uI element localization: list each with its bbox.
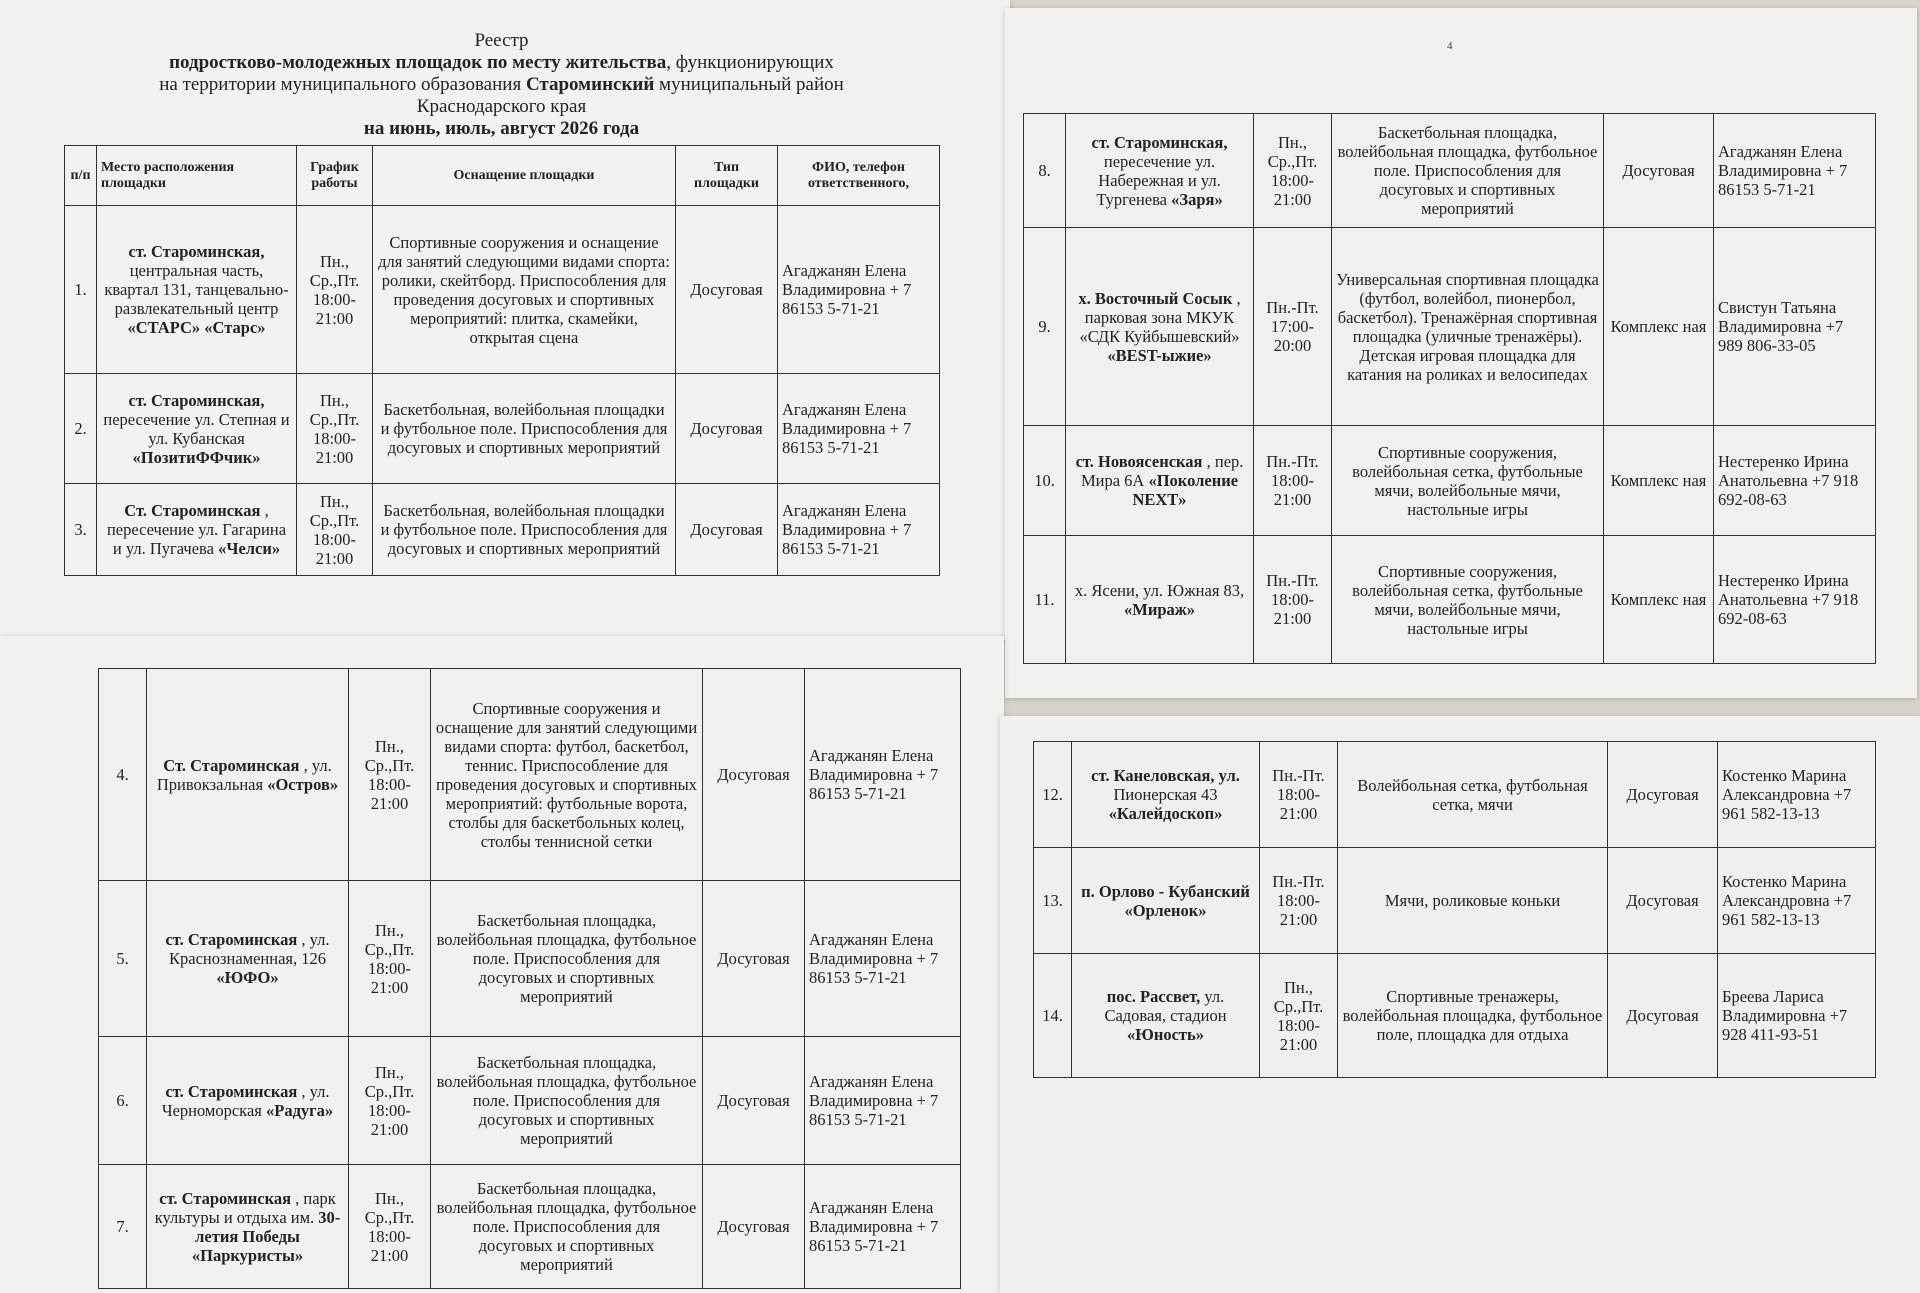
type-cell: Досуговая bbox=[703, 881, 805, 1037]
header-contact: ФИО, телефон ответственного, bbox=[778, 146, 940, 206]
table-row bbox=[1034, 742, 1876, 848]
type-cell: Комплекс ная bbox=[1604, 228, 1714, 426]
schedule-cell: Пн., Ср.,Пт. 18:00-21:00 bbox=[1254, 114, 1332, 228]
place-cell bbox=[1066, 426, 1254, 536]
row-number: 11. bbox=[1024, 536, 1066, 664]
schedule-cell: Пн., Ср.,Пт. 18:00-21:00 bbox=[1260, 954, 1338, 1078]
equipment-cell: Волейбольная сетка, футбольная сетка, мячи bbox=[1338, 742, 1608, 848]
contact-cell: Агаджанян Елена Владимировна + 7 86153 5-71-21 bbox=[778, 484, 940, 576]
schedule-cell: Пн.-Пт. 18:00-21:00 bbox=[1254, 426, 1332, 536]
type-cell: Досуговая bbox=[703, 1165, 805, 1289]
equipment-cell: Спортивные сооружения и оснащение для занятий следующими видами спорта: ролики, скейтборд. Приспособления для проведения досуговых и спортивных мероприятий: плитка, скамейки, открытая сцена bbox=[373, 206, 676, 374]
equipment-cell: Мячи, роликовые коньки bbox=[1338, 848, 1608, 954]
place-address: , парк культуры и отдыха им. bbox=[154, 1188, 336, 1227]
page-number: 4 bbox=[1447, 40, 1453, 52]
register-title bbox=[64, 30, 939, 140]
place-name: «Заря» bbox=[1171, 189, 1223, 209]
table-row bbox=[99, 669, 961, 881]
place-settlement: ст. Староминская bbox=[165, 1081, 298, 1101]
contact-cell: Агаджанян Елена Владимировна + 7 86153 5-71-21 bbox=[805, 881, 961, 1037]
table-row bbox=[1024, 228, 1876, 426]
row-number: 10. bbox=[1024, 426, 1066, 536]
contact-cell: Нестеренко Ирина Анатольевна +7 918 692-08-63 bbox=[1714, 426, 1876, 536]
title-line-3-a: на территории муниципального образования bbox=[159, 74, 526, 95]
contact-cell: Агаджанян Елена Владимировна + 7 86153 5-71-21 bbox=[805, 1165, 961, 1289]
contact-cell: Свистун Татьяна Владимировна +7 989 806-33-05 bbox=[1714, 228, 1876, 426]
equipment-cell: Спортивные сооружения и оснащение для занятий следующими видами спорта: футбол, баскетбол, теннис. Приспособление для проведения досуговых и спортивных мероприятий: футбольные ворота, столбы для баскетбольных колец, столбы теннисной сетки bbox=[431, 669, 703, 881]
contact-cell: Бреева Лариса Владимировна +7 928 411-93-51 bbox=[1718, 954, 1876, 1078]
equipment-cell: Баскетбольная площадка, волейбольная площадка, футбольное поле. Приспособления для досуговых и спортивных мероприятий bbox=[1332, 114, 1604, 228]
place-name: «ЮФО» bbox=[216, 968, 279, 987]
table-row bbox=[99, 1037, 961, 1165]
title-line-2 bbox=[64, 52, 939, 74]
title-period: на июнь, июль, август 2026 года bbox=[363, 118, 640, 139]
type-cell: Досуговая bbox=[676, 206, 778, 374]
row-number: 3. bbox=[65, 484, 97, 576]
place-address: х. Ясени, ул. Южная 83, bbox=[1074, 580, 1245, 600]
equipment-cell: Баскетбольная площадка, волейбольная площадка, футбольное поле. Приспособления для досуговых и спортивных мероприятий bbox=[431, 1165, 703, 1289]
table-row bbox=[99, 1165, 961, 1289]
row-number: 2. bbox=[65, 374, 97, 484]
table-row bbox=[1024, 114, 1876, 228]
table-row bbox=[1024, 426, 1876, 536]
table-row bbox=[1034, 954, 1876, 1078]
place-cell bbox=[1072, 954, 1260, 1078]
schedule-cell: Пн.-Пт. 18:00-21:00 bbox=[1260, 742, 1338, 848]
row-number: 12. bbox=[1034, 742, 1072, 848]
place-cell bbox=[97, 374, 297, 484]
type-cell: Досуговая bbox=[676, 484, 778, 576]
register-table-part-3 bbox=[98, 668, 961, 1289]
place-address: , ул. Краснознаменная, 126 bbox=[169, 930, 330, 968]
type-cell: Досуговая bbox=[703, 669, 805, 881]
equipment-cell: Спортивные тренажеры, волейбольная площадка, футбольное поле, площадка для отдыха bbox=[1338, 954, 1608, 1078]
place-name: «Поколение NEXT» bbox=[1132, 471, 1239, 509]
register-table-part-1 bbox=[64, 145, 940, 576]
type-cell: Досуговая bbox=[1608, 742, 1718, 848]
place-address: , пер. Мира 6А bbox=[1080, 452, 1244, 490]
place-settlement: ст. Староминская bbox=[159, 1188, 292, 1208]
schedule-cell: Пн., Ср.,Пт. 18:00-21:00 bbox=[349, 1037, 431, 1165]
place-settlement: Ст. Староминская bbox=[124, 501, 261, 520]
table-row bbox=[65, 206, 940, 374]
place-address: , ул. Привокзальная bbox=[156, 755, 332, 794]
place-settlement: ст. Староминская, bbox=[128, 242, 265, 261]
schedule-cell: Пн.-Пт. 17:00-20:00 bbox=[1254, 228, 1332, 426]
contact-cell: Агаджанян Елена Владимировна + 7 86153 5-71-21 bbox=[778, 206, 940, 374]
place-cell bbox=[97, 484, 297, 576]
equipment-cell: Спортивные сооружения, волейбольная сетка, футбольные мячи, волейбольные мячи, настольные игры bbox=[1332, 536, 1604, 664]
place-address: , ул. Черноморская bbox=[161, 1081, 330, 1120]
schedule-cell: Пн., Ср.,Пт. 18:00-21:00 bbox=[297, 374, 373, 484]
place-name: «Радуга» bbox=[265, 1100, 334, 1120]
place-settlement: ст. Канеловская, ул. bbox=[1091, 766, 1240, 785]
place-name: «Мираж» bbox=[1124, 599, 1195, 619]
contact-cell: Костенко Марина Александровна +7 961 582-13-13 bbox=[1718, 848, 1876, 954]
equipment-cell: Универсальная спортивная площадка (футбол, волейбол, пионербол, баскетбол). Тренажёрная спортивная площадка (уличные тренажёры). Детская игровая площадка для катания на роликах и велосипедах bbox=[1332, 228, 1604, 426]
table-row bbox=[65, 484, 940, 576]
title-line-3-b: муниципальный район bbox=[654, 74, 844, 95]
place-name: 30-летия Победы «Паркуристы» bbox=[191, 1207, 341, 1265]
title-line-3 bbox=[64, 74, 939, 96]
schedule-cell: Пн., Ср.,Пт. 18:00-21:00 bbox=[349, 669, 431, 881]
place-cell bbox=[147, 669, 349, 881]
schedule-cell: Пн., Ср.,Пт. 18:00-21:00 bbox=[349, 881, 431, 1037]
place-cell bbox=[1072, 742, 1260, 848]
document-page-1 bbox=[0, 0, 1010, 640]
contact-cell: Агаджанян Елена Владимировна + 7 86153 5-71-21 bbox=[778, 374, 940, 484]
place-settlement: ст. Новоясенская bbox=[1075, 452, 1203, 471]
table-header-row bbox=[65, 146, 940, 206]
row-number: 1. bbox=[65, 206, 97, 374]
place-name: «СТАРС» «Старс» bbox=[127, 318, 266, 337]
place-settlement: пос. Рассвет, bbox=[1106, 987, 1201, 1006]
place-name: «Челси» bbox=[218, 539, 281, 558]
contact-cell: Костенко Марина Александровна +7 961 582-13-13 bbox=[1718, 742, 1876, 848]
row-number: 6. bbox=[99, 1037, 147, 1165]
equipment-cell: Спортивные сооружения, волейбольная сетка, футбольные мячи, волейбольные мячи, настольные игры bbox=[1332, 426, 1604, 536]
row-number: 9. bbox=[1024, 228, 1066, 426]
row-number: 4. bbox=[99, 669, 147, 881]
type-cell: Досуговая bbox=[676, 374, 778, 484]
table-row bbox=[99, 881, 961, 1037]
row-number: 8. bbox=[1024, 114, 1066, 228]
header-num: п/п bbox=[65, 146, 97, 206]
place-settlement: ст. Староминская bbox=[165, 930, 298, 949]
contact-cell: Агаджанян Елена Владимировна + 7 86153 5-71-21 bbox=[805, 1037, 961, 1165]
title-line-3-bold: Староминский bbox=[525, 74, 655, 95]
table-row bbox=[1024, 536, 1876, 664]
type-cell: Досуговая bbox=[1608, 848, 1718, 954]
header-place: Место расположения площадки bbox=[97, 146, 297, 206]
type-cell: Комплекс ная bbox=[1604, 536, 1714, 664]
place-name: «Калейдоскоп» bbox=[1108, 804, 1223, 823]
contact-cell: Нестеренко Ирина Анатольевна +7 918 692-08-63 bbox=[1714, 536, 1876, 664]
equipment-cell: Баскетбольная, волейбольная площадки и футбольное поле. Приспособления для досуговых и спортивных мероприятий bbox=[373, 484, 676, 576]
row-number: 14. bbox=[1034, 954, 1072, 1078]
place-address: , парковая зона МКУК «СДК Куйбышевский» bbox=[1079, 288, 1241, 346]
schedule-cell: Пн., Ср.,Пт. 18:00-21:00 bbox=[349, 1165, 431, 1289]
row-number: 13. bbox=[1034, 848, 1072, 954]
table-row bbox=[65, 374, 940, 484]
type-cell: Досуговая bbox=[1608, 954, 1718, 1078]
header-schedule: График работы bbox=[297, 146, 373, 206]
place-address: , пересечение ул. Гагарина и ул. Пугачева bbox=[106, 501, 287, 558]
place-address: пересечение ул. Степная и ул. Кубанская bbox=[103, 409, 290, 448]
place-address: пересечение ул. Набережная и ул. Тургенева bbox=[1096, 151, 1221, 209]
place-cell bbox=[1072, 848, 1260, 954]
place-settlement: п. Орлово - Кубанский bbox=[1081, 881, 1250, 901]
place-cell bbox=[97, 206, 297, 374]
row-number: 5. bbox=[99, 881, 147, 1037]
schedule-cell: Пн.-Пт. 18:00-21:00 bbox=[1260, 848, 1338, 954]
table-row bbox=[1034, 848, 1876, 954]
document-page-2 bbox=[1005, 8, 1917, 698]
place-name: «ПозитиФФчик» bbox=[132, 447, 261, 467]
place-name: «Орленок» bbox=[1124, 900, 1207, 920]
place-cell bbox=[1066, 114, 1254, 228]
place-cell bbox=[147, 881, 349, 1037]
equipment-cell: Баскетбольная площадка, волейбольная площадка, футбольное поле. Приспособления для досуговых и спортивных мероприятий bbox=[431, 881, 703, 1037]
place-name: «Юность» bbox=[1127, 1025, 1204, 1044]
place-settlement: х. Восточный Сосык bbox=[1078, 288, 1233, 308]
document-page-4 bbox=[1000, 716, 1920, 1293]
type-cell: Досуговая bbox=[703, 1037, 805, 1165]
document-page-3 bbox=[0, 636, 1004, 1293]
register-table-part-2 bbox=[1023, 113, 1876, 664]
place-address: центральная часть, квартал 131, танцевально-развлекательный центр bbox=[104, 261, 289, 318]
schedule-cell: Пн.-Пт. 18:00-21:00 bbox=[1254, 536, 1332, 664]
place-cell bbox=[1066, 536, 1254, 664]
place-settlement: ст. Староминская, bbox=[1091, 132, 1228, 152]
place-cell bbox=[147, 1165, 349, 1289]
place-address: ул. Садовая, стадион bbox=[1104, 987, 1227, 1025]
contact-cell: Агаджанян Елена Владимировна + 7 86153 5-71-21 bbox=[1714, 114, 1876, 228]
equipment-cell: Баскетбольная площадка, волейбольная площадка, футбольное поле. Приспособления для досуговых и спортивных мероприятий bbox=[431, 1037, 703, 1165]
header-type: Тип площадки bbox=[676, 146, 778, 206]
place-settlement: ст. Староминская, bbox=[128, 390, 265, 410]
title-line-1: Реестр bbox=[474, 30, 529, 51]
place-address: Пионерская 43 bbox=[1113, 785, 1218, 804]
schedule-cell: Пн., Ср.,Пт. 18:00-21:00 bbox=[297, 484, 373, 576]
schedule-cell: Пн., Ср.,Пт. 18:00-21:00 bbox=[297, 206, 373, 374]
row-number: 7. bbox=[99, 1165, 147, 1289]
title-line-2-bold: подростково-молодежных площадок по месту жительства bbox=[169, 52, 667, 73]
title-line-4: Краснодарского края bbox=[416, 96, 587, 117]
type-cell: Досуговая bbox=[1604, 114, 1714, 228]
place-name: «BEST-ыжие» bbox=[1107, 345, 1212, 365]
header-equipment: Оснащение площадки bbox=[373, 146, 676, 206]
place-cell bbox=[1066, 228, 1254, 426]
title-line-2-rest: , функционирующих bbox=[666, 52, 834, 73]
place-cell bbox=[147, 1037, 349, 1165]
place-settlement: Ст. Староминская bbox=[163, 755, 300, 775]
contact-cell: Агаджанян Елена Владимировна + 7 86153 5-71-21 bbox=[805, 669, 961, 881]
equipment-cell: Баскетбольная, волейбольная площадки и футбольное поле. Приспособления для досуговых и спортивных мероприятий bbox=[373, 374, 676, 484]
type-cell: Комплекс ная bbox=[1604, 426, 1714, 536]
register-table-part-4 bbox=[1033, 741, 1876, 1078]
place-name: «Остров» bbox=[267, 774, 339, 794]
